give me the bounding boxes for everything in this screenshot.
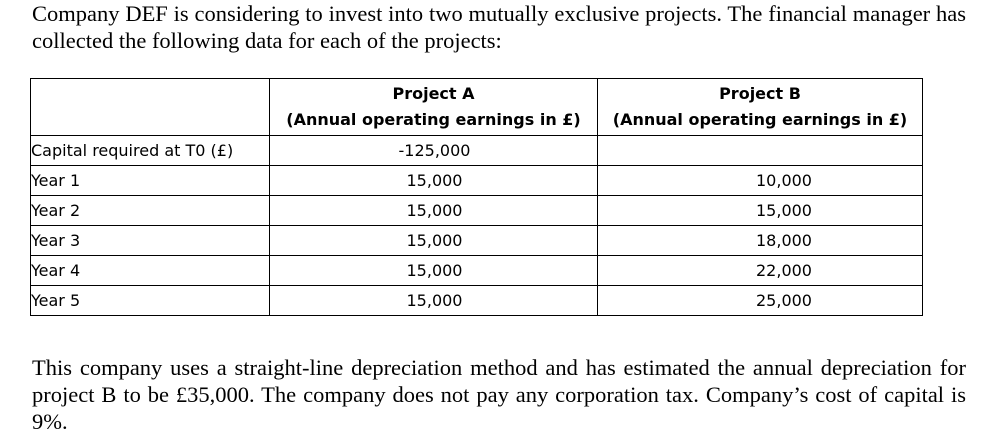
table-row <box>31 286 923 316</box>
table-row <box>31 226 923 256</box>
header-project-b-subtitle: (Annual operating earnings in £) <box>612 110 908 129</box>
project-b-value-text: 22,000 <box>756 261 812 280</box>
header-corner-cell <box>31 79 270 136</box>
project-a-value <box>270 136 598 166</box>
project-b-value <box>598 286 923 316</box>
row-label: Year 4 <box>31 256 270 286</box>
table-row <box>31 196 923 226</box>
header-project-a-title: Project A <box>392 84 475 103</box>
row-label: Year 2 <box>31 196 270 226</box>
table-row <box>31 136 923 166</box>
row-label: Year 5 <box>31 286 270 316</box>
intro-paragraph: Company DEF is considering to invest into two mutually exclusive projects. The financial manager has collected the following data for each of the projects: <box>32 1 966 53</box>
table-header-row <box>31 79 923 136</box>
project-earnings-table <box>30 78 923 316</box>
header-project-a-subtitle: (Annual operating earnings in £) <box>286 110 581 129</box>
project-a-value-text: 15,000 <box>406 201 463 220</box>
header-project-b-title: Project B <box>719 84 801 103</box>
table-row <box>31 166 923 196</box>
project-a-value-text: 15,000 <box>406 261 463 280</box>
project-a-value <box>270 286 598 316</box>
project-a-value <box>270 256 598 286</box>
project-a-value-text: 15,000 <box>406 231 463 250</box>
project-b-value <box>598 226 923 256</box>
project-b-value-text: 15,000 <box>756 201 812 220</box>
project-a-value <box>270 226 598 256</box>
project-a-value-text: 15,000 <box>406 171 463 190</box>
project-a-value-text: 15,000 <box>406 291 463 310</box>
project-a-value-text: -125,000 <box>398 141 471 160</box>
header-project-a <box>270 79 598 136</box>
project-b-value <box>598 166 923 196</box>
project-b-value-text: 10,000 <box>756 171 812 190</box>
header-project-b <box>598 79 923 136</box>
project-b-value <box>598 196 923 226</box>
row-label: Year 3 <box>31 226 270 256</box>
project-b-value-text: 25,000 <box>756 291 812 310</box>
conclusion-paragraph: This company uses a straight-line depreciation method and has estimated the annual depreciation for project B to be £35,000. The company does not pay any corporation tax. Company’s cost of capital is 9%. <box>32 355 966 434</box>
project-b-value-text: 18,000 <box>756 231 812 250</box>
project-b-value <box>598 256 923 286</box>
table-row <box>31 256 923 286</box>
row-label: Year 1 <box>31 166 270 196</box>
project-b-value <box>598 136 923 166</box>
project-a-value <box>270 196 598 226</box>
row-label: Capital required at T0 (£) <box>31 136 270 166</box>
project-a-value <box>270 166 598 196</box>
